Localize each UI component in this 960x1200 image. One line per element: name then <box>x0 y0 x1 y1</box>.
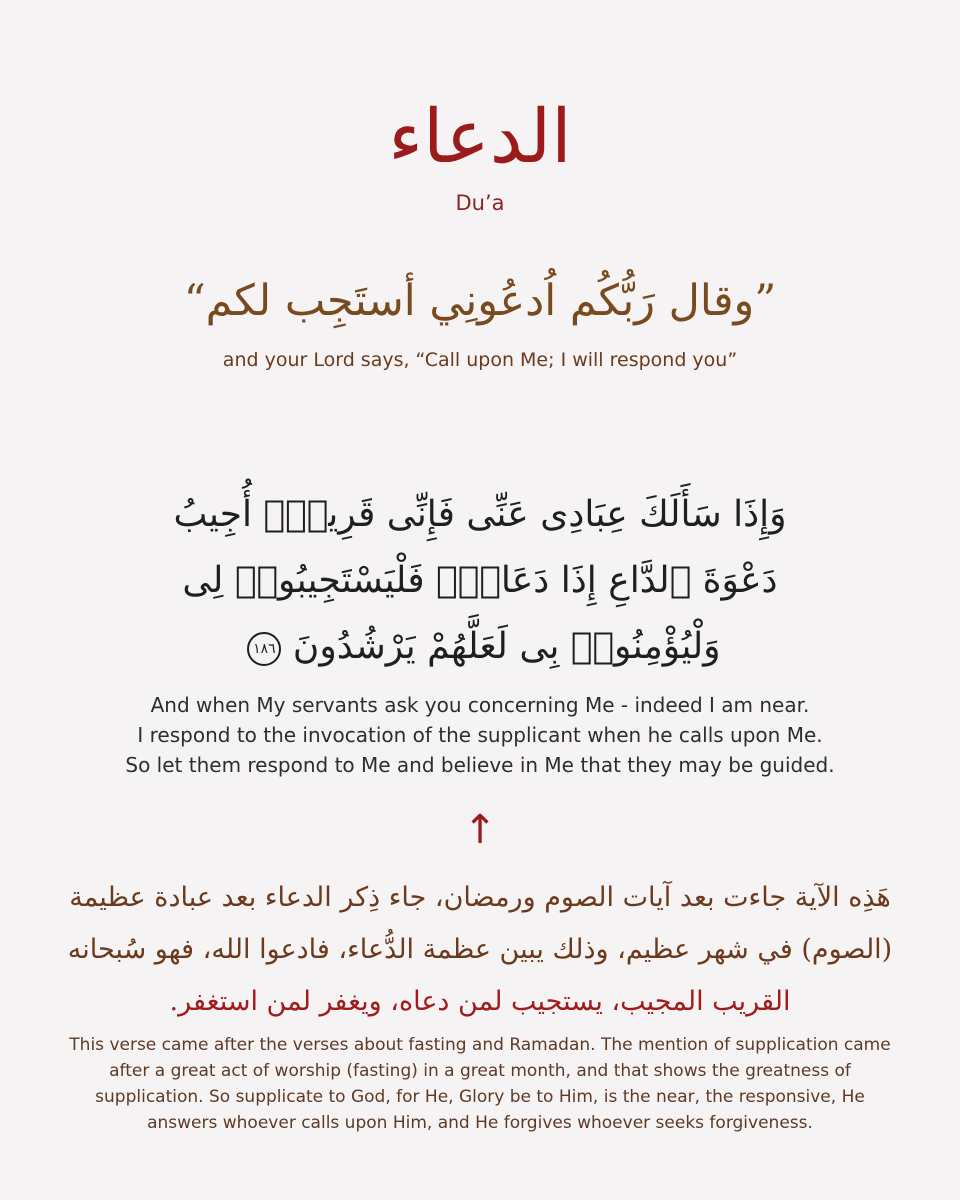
commentary-arabic-line-highlight: القريب المجيب، يستجيب لمن دعاه، ويغفر لمن استغفر. <box>169 986 791 1017</box>
quote-english: and your Lord says, “Call upon Me; I will respond you” <box>222 349 738 371</box>
page-title-english: Du’a <box>455 191 505 215</box>
verse-arabic-line: دَعْوَةَ ٱلدَّاعِ إِذَا دَعَانِۖ فَلْيَسْتَجِيبُوا۟ لِى <box>182 560 778 601</box>
verse-arabic-line-last <box>0 614 960 680</box>
up-arrow-icon: ↑ <box>463 807 497 853</box>
verse-english-line: And when My servants ask you concerning Me - indeed I am near. <box>150 693 810 717</box>
verse-arabic-line-text: وَلْيُؤْمِنُوا۟ بِى لَعَلَّهُمْ يَرْشُدُونَ <box>292 626 721 667</box>
verse-english <box>0 690 960 780</box>
quote-arabic: ”وقال رَبُّكُم اُدعُونِي أستَجِب لكم“ <box>183 276 777 326</box>
commentary-arabic-line: (الصوم) في شهر عظيم، وذلك يبين عظمة الدُّعاء، فادعوا الله، فهو سُبحانه <box>67 934 893 965</box>
commentary-arabic <box>0 872 960 1028</box>
commentary-arabic-line: هَذِه الآية جاءت بعد آيات الصوم ورمضان، جاء ذِكر الدعاء بعد عبادة عظيمة <box>69 882 891 913</box>
verse-arabic-line: وَإِذَا سَأَلَكَ عِبَادِى عَنِّى فَإِنِّى قَرِيبٌۖ أُجِيبُ <box>173 494 787 535</box>
commentary-english: This verse came after the verses about fasting and Ramadan. The mention of supplication came after a great act of worship (fasting) in a great month, and that shows the greatness of supplication. So supplicate to God, for He, Glory be to Him, is the near, the responsive, He answers whoever calls upon Him, and He forgives whoever seeks forgiveness. <box>69 1035 891 1133</box>
verse-english-line: So let them respond to Me and believe in Me that they may be guided. <box>125 753 835 777</box>
verse-english-line: I respond to the invocation of the supplicant when he calls upon Me. <box>137 723 823 747</box>
ayah-number-marker: ١٨٦ <box>247 632 281 666</box>
verse-arabic <box>0 482 960 680</box>
page-title-arabic: الدعاء <box>388 94 572 180</box>
